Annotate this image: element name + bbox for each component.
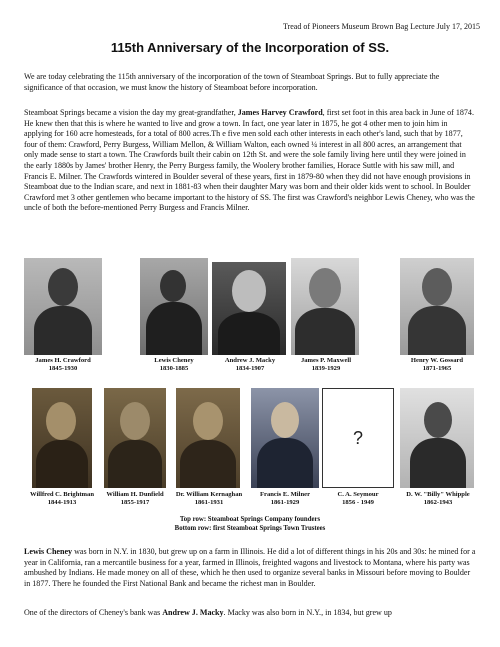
person-years: 1861-1931 (194, 499, 224, 506)
photo-dunfield (104, 388, 166, 488)
crawford-paragraph (24, 108, 476, 214)
person-name: James P. Maxwell (300, 357, 352, 364)
macky-name: Andrew J. Macky (162, 608, 224, 617)
page-title: 115th Anniversary of the Incorporation of SS. (110, 40, 390, 55)
photo-seymour-placeholder (322, 388, 394, 488)
paragraph-text: One of the directors of Cheney's bank was (24, 608, 163, 617)
person-years: 1834-1907 (235, 365, 265, 372)
person-years: 1839-1929 (311, 365, 341, 372)
caption-dunfield (94, 491, 176, 507)
person-years: 1844-1913 (47, 499, 77, 506)
paragraph-text: was born in N.Y. in 1830, but grew up on a farm in Illinois. He did a lot of different things in his 20s and 30s: he mined for a year in California, ran a mercantile business for a year, farmed in Illinois, freighted wagons and livestock to Montana, where his party was ambushed by Indians. He made money on all of these, which he then used to organize several banks in Missouri before moving to Boulder in 1877. There he founded the First National Bank and became the richest man in Boulder. (24, 547, 476, 588)
unknown-photo-mark: ? (352, 427, 363, 448)
person-name: D. W. "Billy" Whipple (406, 491, 470, 498)
caption-milner (246, 491, 324, 507)
photo-gossard (400, 258, 474, 355)
caption-whipple (392, 491, 484, 507)
person-years: 1861-1929 (270, 499, 300, 506)
person-years: 1871-1965 (422, 365, 452, 372)
paragraph-text: . Macky was also born in N.Y., in 1834, but grew up (223, 608, 392, 617)
person-name: Dr. William Kernaghan (175, 491, 243, 498)
photo-cheney (140, 258, 208, 355)
photo-brightman (32, 388, 92, 488)
photo-crawford (24, 258, 102, 355)
person-name: Henry W. Gossard (410, 357, 464, 364)
photo-whipple (400, 388, 474, 488)
caption-seymour (318, 491, 398, 507)
caption-maxwell (280, 357, 372, 373)
person-name: Willfred C. Brightman (29, 491, 95, 498)
person-name: Lewis Cheney (154, 357, 194, 364)
photo-milner (251, 388, 319, 488)
bottom-row-note: Bottom row: first Steamboat Springs Town Trustees (174, 525, 326, 532)
lecture-header-note: Tread of Pioneers Museum Brown Bag Lecture July 17, 2015 (282, 22, 480, 31)
cheney-paragraph (24, 547, 476, 589)
top-row-note: Top row: Steamboat Springs Company founders (179, 516, 321, 523)
intro-paragraph: We are today celebrating the 115th anniversary of the incorporation of the town of Steamboat Springs. But to fully appreciate the significance of that occasion, we must know the history of Steamboat before incorporation. (24, 72, 440, 92)
photo-macky (212, 262, 286, 355)
person-name: James H. Crawford (35, 357, 91, 364)
person-years: 1856 - 1949 (342, 499, 374, 506)
person-years: 1855-1917 (120, 499, 150, 506)
paragraph-text: Steamboat Springs became a vision the day my great-grandfather, (24, 108, 238, 117)
person-name: William H. Dunfield (106, 491, 164, 498)
photo-kernaghan (176, 388, 240, 488)
macky-paragraph (24, 608, 476, 619)
crawford-name: James Harvey Crawford (237, 108, 323, 117)
caption-crawford (14, 357, 112, 373)
person-years: 1862-1943 (423, 499, 453, 506)
caption-kernaghan (166, 491, 252, 507)
person-years: 1845-1930 (48, 365, 78, 372)
person-name: Andrew J. Macky (224, 357, 276, 364)
person-name: Francis E. Milner (260, 491, 310, 498)
person-name: C. A. Seymour (337, 491, 379, 498)
person-years: 1830-1885 (159, 365, 189, 372)
paragraph-text: , first set foot in this area back in June of 1874. He knew then that this is where he wanted to live and grow a town. In fact, one year later in 1875, he got 4 other men to join him in applying for 160 acre homesteads, for a total of 800 acres.Th e five men sold each other interests in each other's land, such that by 1877, four of them: Crawford, Perry Burgess, William Mellon, & William Walton, each owned ¼ interest in all 800 acres, an arrangement that only made sense to start a town. The Crawfords built their cabin on 12th St. and were the sole family living here until they were joined in the early 1880s by James' brother Henry, the Perry Burgess family, the Woolery brother families, Horace Suttle with his saw mill, and Francis E. Milner. The Crawfords wintered in Boulder several of these years, first in 1879-80 when they did not have enough provisions in Steamboat due to the Indian scare, and next in 1881-83 when their daughter Mary was born and their older kids went to school. In Boulder Crawford met 3 other gentlemen who became important to the history of SS. The first was Crawford's neighbor Lewis Cheney, who was the uncle of both the before-mentioned Perry Burgess and Francis Milner. (24, 108, 475, 213)
cheney-name: Lewis Cheney (24, 547, 73, 556)
caption-gossard (390, 357, 484, 373)
photo-maxwell (291, 258, 359, 355)
